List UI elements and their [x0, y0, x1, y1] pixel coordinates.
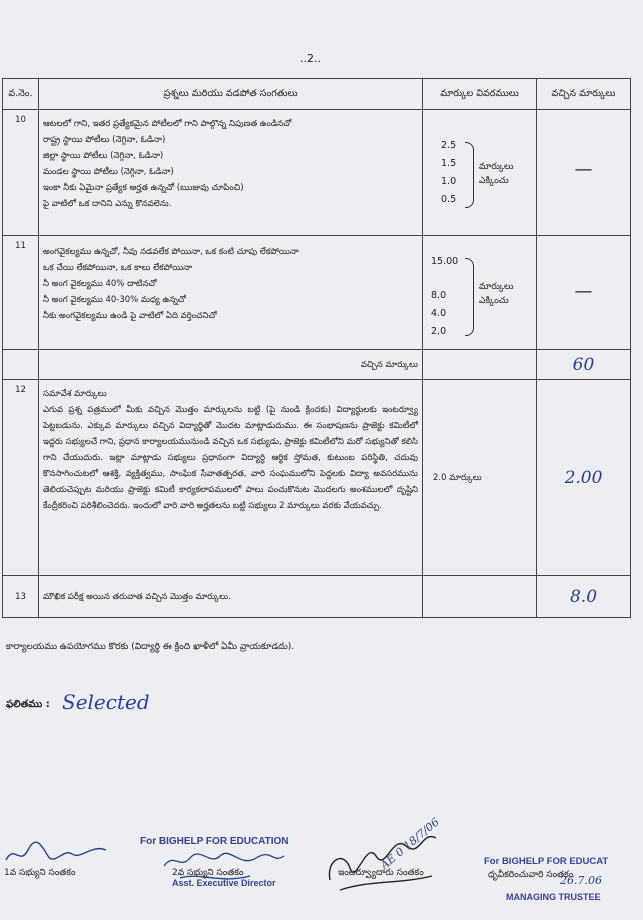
authority-date: 26.7.06 — [560, 874, 602, 887]
row-number: 12 — [3, 380, 39, 576]
scale-value: 0.5 — [441, 194, 457, 205]
header-marks-obtained: వచ్చిన మార్కులు — [537, 79, 631, 110]
marks-obtained: 8.0 — [537, 576, 631, 618]
question-line: పై వాటిలో ఒక దానిని ఎన్ను కొనవలెను. — [43, 199, 172, 209]
brace-icon — [465, 142, 474, 208]
page-number: ..2.. — [300, 52, 321, 65]
scale-value: 4.0 — [431, 308, 447, 319]
question-line: జిల్లా స్థాయి పోటీలు (నెగ్గినా, ఓడినా) — [43, 151, 164, 161]
table-row — [3, 380, 631, 576]
header-serial: వ.నెం. — [3, 79, 39, 110]
member2-signature-label: 2వ సభ్యుని సంతకం — [172, 868, 244, 878]
row-number: 10 — [3, 110, 39, 236]
question-line: నీకు అంగవైకల్యము ఉండి పై వాటిలో ఏది వర్తించనిచో — [43, 311, 217, 321]
marks-obtained: — — [574, 159, 593, 180]
header-questions: ప్రశ్నలు మరియు వడపోత సంగతులు — [39, 79, 423, 110]
result-value: Selected — [62, 690, 150, 714]
question-line: ఇంకా నీకు ఏమైనా ప్రత్యేక అర్హత ఉన్నచో (ఋజువు చూపించి) — [43, 183, 244, 193]
marks-scale — [423, 236, 537, 350]
scale-value: 1.0 — [441, 176, 457, 187]
header-marks-details: మార్కుల వివరములు — [423, 79, 537, 110]
marks-detail — [423, 380, 537, 576]
scale-value: 15.00 — [431, 256, 459, 267]
row-number: 13 — [3, 576, 39, 618]
marks-obtained: 2.00 — [537, 380, 631, 576]
scale-value: 2.0 — [431, 326, 447, 337]
interviewer-signature-label: ఇంటర్వ్యూదారు సంతకం — [338, 868, 424, 878]
question-text — [39, 110, 423, 236]
subtotal-value: 60 — [537, 350, 631, 380]
subtotal-row — [3, 350, 631, 380]
marks-scale — [423, 110, 537, 236]
office-use-note: కార్యాలయము ఉపయోగము కొరకు (విద్యార్థి ఈ క్రింది ఖాళీలో ఏమీ వ్రాయకూడదు). — [6, 642, 295, 652]
stamp-role: Asst. Executive Director — [172, 878, 276, 888]
question-line: ఆటలలో గాని, ఇతర ప్రత్యేకమైన పోటీలలో గాని పాల్గొన్న నిపుణత ఉండినచో — [43, 119, 292, 129]
table-header-row — [3, 79, 631, 110]
result-label: ఫలితము : — [6, 699, 50, 710]
stamp-org: For BIGHELP FOR EDUCAT — [484, 856, 609, 867]
question-line: మండల స్థాయి పోటీలు (నెగ్గినా, ఓడినా) — [43, 167, 174, 177]
stamp-org: For BIGHELP FOR EDUCATION — [140, 836, 289, 847]
member1-signature-label: 1వ సభ్యుని సంతకం — [4, 868, 76, 878]
question-text: మౌఖిక పరీక్ష అయిన తరువాత వచ్చిన మొత్తం మార్కులు. — [39, 576, 423, 618]
marks-obtained-cell — [537, 236, 631, 350]
question-paragraph: ఎగువ ప్రశ్న పత్రములో మీకు వచ్చిన మొత్తం మార్కులను బట్టి (పై నుండి క్రిందకు) విద్యార్థులకు ఇంటర్వ్యూ పెట్టబడును. ఎక్కువ మార్కులు వచ్చిన విద్యార్థితో మొదట మాట్లాడుదుము. ఈ సంభాషణను ప్రాజెక్టు కమిటీలో ఇద్దరు సభ్యులచే గాని, ప్రధాన కార్యాలయమునుండి వచ్చిన ఒక సభ్యుడు, ప్రాజెక్టు కమిటీలోని మరో సభ్యునితో కలిసి గాని చేయుదురు. ఇట్లా మాట్లాడు సభ్యులు ప్రధానంగా విద్యార్ధి ఆర్థిక స్తోమత, కుటుంబ పరిస్థితి, చదువు కొనసాగించుటలో ఆశక్తి, వ్యక్తిత్వము, సాంఘిక సేవాతత్పరత, వారి సంఘములోని పెద్దలకు విద్యా అవసరమును తెలియచెప్పుట మరియు ప్రాజెక్టు కమిటీ కార్యకలాపములలో పాలు పంచుకొనుట మొదలగు అంశములలో దృష్టిని కేంద్రీకరించి పరిశీలించెదరు. ఇందులో వారి వారి అర్హతలను బట్టి సభ్యులు 2 మార్కులు వరకు వేయవచ్చు. — [43, 405, 418, 511]
question-text — [39, 380, 423, 576]
question-line: నీ అంగ వైకల్యము 40-30% మధ్య ఉన్నచో — [43, 295, 186, 305]
question-line: నీ అంగ వైకల్యము 40% దాటినచో — [43, 279, 157, 289]
marks-table — [2, 78, 631, 618]
marks-obtained: — — [574, 281, 593, 302]
question-text — [39, 236, 423, 350]
question-line: అంగవైకల్యము ఉన్నచో, నీవు నడవలేక పోయినా, ఒక కంటి చూపు లేకపోయినా — [43, 247, 299, 257]
scale-label: మార్కులు ఎక్కించు — [479, 162, 514, 186]
table-row — [3, 236, 631, 350]
brace-icon — [465, 258, 474, 336]
question-title: సమావేశ మార్కులు — [43, 389, 107, 399]
subtotal-label: వచ్చిన మార్కులు — [39, 350, 423, 380]
question-line: ఒక చేయి లేకపోయినా, ఒక కాలు లేకపోయినా — [43, 263, 192, 273]
interviewer-date: AE 0 18/7/06 — [378, 815, 442, 872]
scale-label: మార్కులు ఎక్కించు — [479, 282, 514, 306]
marks-obtained-cell — [537, 110, 631, 236]
stamp-role: MANAGING TRUSTEE — [506, 892, 601, 902]
member1-signature — [2, 838, 112, 872]
marks-detail-text: 2.0 మార్కులు — [433, 472, 482, 483]
scale-value: 2.5 — [441, 140, 457, 151]
table-row — [3, 110, 631, 236]
question-line: రాష్ట్ర స్థాయి పోటీలు (నెగ్గినా, ఓడినా) — [43, 135, 166, 145]
signature-scribble-icon — [2, 838, 112, 868]
scale-value: 8.0 — [431, 290, 447, 301]
scale-value: 1.5 — [441, 158, 457, 169]
row-number: 11 — [3, 236, 39, 350]
table-row — [3, 576, 631, 618]
authority-signature-label: ధృవీకరించువారి సంతకం — [488, 870, 574, 880]
